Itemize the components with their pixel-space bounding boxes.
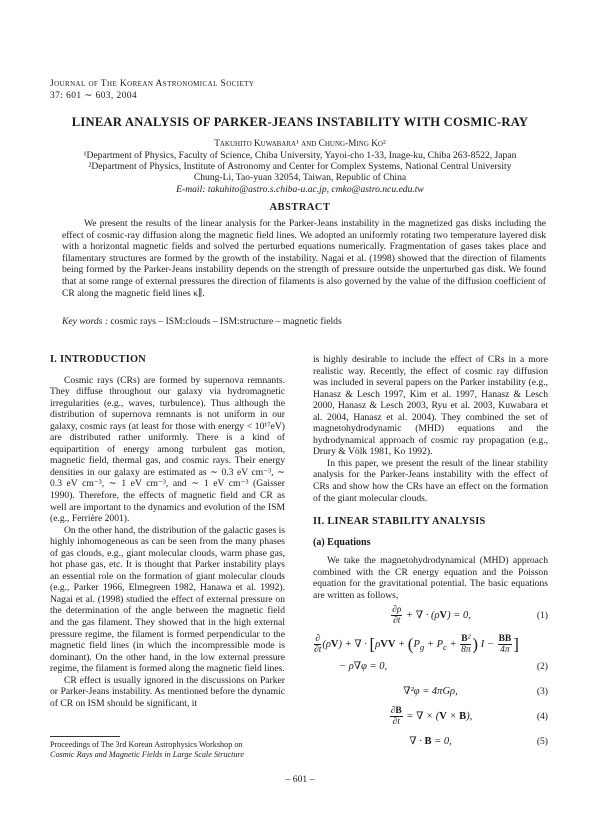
equation-5-number: (5) — [536, 735, 548, 747]
equation-2-number: (2) — [536, 660, 548, 672]
keywords — [62, 316, 546, 327]
footnote-line-2: Cosmic Rays and Magnetic Fields in Large Scale Structure — [50, 749, 245, 759]
subsection-heading: (a) Equations — [313, 536, 371, 548]
intro-paragraph-1: Cosmic rays (CRs) are formed by supernova remnants. They diffuse throughout our galaxy via hydromagnetic irregularities (e.g., waves, turbulence). Thus although the distribution of supernova remnants is not uniform in our galaxy, cosmic rays (at least for those with energy < 10¹⁷eV) are distributed rather uniformly. There is a kind of equipartition of energy among turbulent gas motion, magnetic field, thermal gas, and cosmic rays. Their energy densities in our galaxy are estimated as ∼ 0.3 eV cm⁻³, ∼ 0.3 eV cm⁻³, ∼ 1 eV cm⁻³, and ∼ 1 eV cm⁻³ (Gaisser 1990). Therefore, the effects of magnetic field and CR as well are important to the dynamics and evolution of the ISM (e.g., Ferrière 2001). — [50, 374, 285, 525]
paper-title: LINEAR ANALYSIS OF PARKER-JEANS INSTABILITY WITH COSMIC-RAY — [71, 115, 529, 129]
equation-1: $\frac{\partial\rho}{\partial t}$ + ∇ · (ρV) = 0, (1) — [392, 604, 548, 626]
footnote-line-1: Proceedings of The 3rd Korean Astrophysics Workshop on — [50, 740, 243, 749]
abstract-text: We present the results of the linear analysis for the Parker-Jeans instability in the magnetized gas disks including the effect of cosmic-ray diffusion along the magnetic field lines. We adopted an uniformly rotating two temperature layered disk with a horizontal magnetic fields and solved the perturbed equations numerically. Fragmentation of gases takes place and filamentary structures are formed by the growth of the instability. Nagai et al. (1998) showed that the direction of filaments being formed by the Parker-Jeans instability depends on the strength of pressure outside the unperturbed gas disk. We found that at some range of external pressures the direction of filaments is also governed by the value of the diffusion coefficient of CR along the magnetic field lines κ∥. — [62, 218, 546, 299]
equation-5: ∇ · B = 0, (5) — [409, 735, 548, 747]
intro-paragraph-4: In this paper, we present the result of the linear stability analysis for the Parker-Jeans instability with the effect of CRs and show how the CRs have an effect on the formation of the giant molecular clouds. — [313, 457, 548, 504]
keywords-label: Key words : — [62, 316, 109, 327]
affiliation-1: ¹Department of Physics, Faculty of Science, Chiba University, Yayoi-cho 1-33, Inage-ku, Chiba 263-8522, Japan — [83, 150, 517, 161]
equation-4: $\frac{\partial B}{\partial t}$ = ∇ × (V × B), (4) — [390, 705, 548, 727]
page-number: – 601 – — [285, 774, 315, 785]
footnote — [50, 740, 244, 760]
equations-intro: We take the magnetohydrodynamical (MHD) approach combined with the CR energy equation and the Poisson equation for the gravitational potential. The basic equations are written as follows, — [313, 555, 548, 601]
equation-1-number: (1) — [536, 609, 548, 621]
section-2-heading: II. LINEAR STABILITY ANALYSIS — [313, 516, 486, 528]
abstract-heading: ABSTRACT — [269, 202, 331, 213]
equation-3: ∇²φ = 4πGρ, (3) — [403, 685, 548, 697]
intro-continuation: is highly desirable to include the effect of CRs in a more realistic way. Recently, the effect of cosmic ray diffusion was included in several papers on the Parker instability (e.g., Hanasz & Lesch 1997, Kim et al. 1997, Hanasz & Lesch 2000, Hanasz & Lesch 2003, Ryu et al. 2003, Kuwabara et al. 2004, Hanasz et al. 2004). They combined the set of magnetohydrodynamic (MHD) equations and the hydrodynamical approach of cosmic ray propagation (e.g., Drury & Völk 1981, Ko 1992). — [313, 354, 548, 458]
equation-2-line-2: − ρ∇φ = 0, (2) — [339, 660, 548, 672]
right-column — [313, 354, 548, 753]
intro-paragraph-3: CR effect is usually ignored in the discussions on Parker or Parker-Jeans instability. As mentioned before the dynamic of CR on ISM should be significant, it — [50, 674, 285, 709]
keywords-list: cosmic rays – ISM:clouds – ISM:structure – magnetic fields — [110, 316, 342, 327]
intro-heading: I. INTRODUCTION — [50, 354, 147, 365]
footnote-rule — [50, 736, 120, 737]
equation-2: $\frac{\partial}{\partial t}$ (ρV) + ∇ · [$\rho VV + (P_g + P_c$ + $\frac{\text{B²}}{8\pi}$ ) I − $\frac{BB}{4\pi}$ ] — [314, 633, 519, 655]
left-column — [50, 354, 285, 709]
intro-paragraph-2: On the other hand, the distribution of the galactic gases is highly inhomogeneous as can be seen from the many phases of gas clouds, e.g., giant molecular clouds, warm phase gas, hot phase gas, etc. It is thought that Parker instability plays an essential role on the formation of giant molecular clouds (e.g., Parker 1966, Elmegreen 1982, Hanawa et al. 1992). Nagai et al. (1998) studied the effect of external pressure on the determination of the angle between the magnetic field and the gas filament. They showed that in the high external pressure regime, the filament is formed perpendicular to the magnetic field lines (in which the incompressible mode is dominant). On the other hand, in the low external pressure regime, the filament is formed along the magnetic field lines. — [50, 524, 285, 675]
journal-volume: 37: 601 ∼ 603, 2004 — [50, 91, 138, 101]
email-line: E-mail: takuhito@astro.s.chiba-u.ac.jp, cmko@astro.ncu.edu.tw — [176, 183, 424, 195]
affiliation-2-cont: Chung-Li, Tao-yuan 32054, Taiwan, Republic of China — [193, 172, 407, 184]
journal-header — [50, 78, 254, 102]
journal-name: Journal of The Korean Astronomical Society — [50, 79, 255, 89]
equation-3-number: (3) — [536, 685, 548, 697]
authors: Takuhito Kuwabara¹ and Chung-Ming Ko² — [214, 139, 386, 149]
affiliation-2: ²Department of Physics, Institute of Astronomy and Center for Complex Systems, National Central University — [88, 161, 512, 173]
equation-4-number: (4) — [536, 710, 548, 722]
affiliations — [40, 150, 560, 195]
